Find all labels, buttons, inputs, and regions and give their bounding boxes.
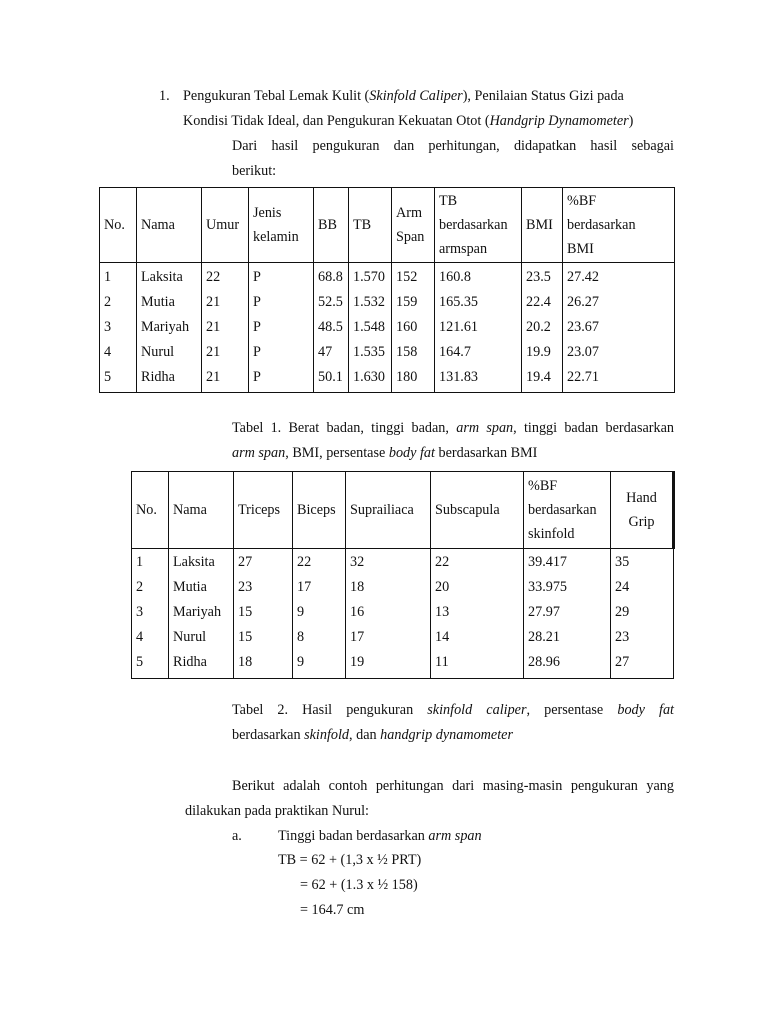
cell-arm: 152 xyxy=(392,263,435,291)
t2-col-triceps: Triceps xyxy=(234,472,293,549)
caption-1-line-1: Tabel 1. Berat badan, tinggi badan, arm span, tinggi badan berdasarkan xyxy=(232,420,675,436)
cell-arm: 160 xyxy=(392,315,435,340)
caption-1-line-2: arm span, BMI, persentase body fat berdasarkan BMI xyxy=(232,445,538,461)
cell-jk: P xyxy=(249,290,314,315)
t1-col-bmi: BMI xyxy=(522,188,563,263)
cell-bmi: 19.4 xyxy=(522,365,563,393)
cell-jk: P xyxy=(249,340,314,365)
cell-biceps: 9 xyxy=(293,650,346,679)
table-row xyxy=(132,625,674,650)
example-item-a xyxy=(232,824,677,849)
cell-hand-grip: 24 xyxy=(611,575,674,600)
cell-tba: 131.83 xyxy=(435,365,522,393)
t2-col-no: No. xyxy=(132,472,169,549)
cell-tb: 1.532 xyxy=(349,290,392,315)
cell-tb: 1.570 xyxy=(349,263,392,291)
cell-nama: Ridha xyxy=(137,365,202,393)
cell-bf: 28.21 xyxy=(524,625,611,650)
cell-bf: 27.97 xyxy=(524,600,611,625)
cell-suprailiaca: 19 xyxy=(346,650,431,679)
cell-no: 3 xyxy=(100,315,137,340)
cell-bf: 23.67 xyxy=(563,315,675,340)
cell-no: 3 xyxy=(132,600,169,625)
cell-tb: 1.630 xyxy=(349,365,392,393)
cell-no: 1 xyxy=(132,549,169,576)
cell-subscapula: 20 xyxy=(431,575,524,600)
t2-col-biceps: Biceps xyxy=(293,472,346,549)
cell-nama: Nurul xyxy=(137,340,202,365)
cell-nama: Ridha xyxy=(169,650,234,679)
cell-suprailiaca: 32 xyxy=(346,549,431,576)
cell-tba: 121.61 xyxy=(435,315,522,340)
table-row xyxy=(100,263,675,291)
section-title-line1: Pengukuran Tebal Lemak Kulit (Skinfold Caliper), Penilaian Status Gizi pada xyxy=(183,88,624,104)
cell-tba: 165.35 xyxy=(435,290,522,315)
cell-jk: P xyxy=(249,365,314,393)
cell-bf: 33.975 xyxy=(524,575,611,600)
t1-col-tb: TB xyxy=(349,188,392,263)
cell-triceps: 23 xyxy=(234,575,293,600)
cell-subscapula: 11 xyxy=(431,650,524,679)
equation-line-2: = 62 + (1.3 x ½ 158) xyxy=(300,877,418,893)
t2-col-subscapula: Subscapula xyxy=(431,472,524,549)
table-row xyxy=(132,650,674,679)
table-1-header-row xyxy=(100,188,675,263)
cell-subscapula: 13 xyxy=(431,600,524,625)
cell-suprailiaca: 17 xyxy=(346,625,431,650)
cell-biceps: 22 xyxy=(293,549,346,576)
cell-bmi: 22.4 xyxy=(522,290,563,315)
section-number: 1. xyxy=(159,88,170,104)
cell-hand-grip: 23 xyxy=(611,625,674,650)
cell-triceps: 18 xyxy=(234,650,293,679)
cell-nama: Mutia xyxy=(169,575,234,600)
cell-nama: Mutia xyxy=(137,290,202,315)
cell-no: 4 xyxy=(100,340,137,365)
t1-col-jenis-kelamin: Jenis kelamin xyxy=(249,188,314,263)
cell-tb: 1.548 xyxy=(349,315,392,340)
equation-line-1: TB = 62 + (1,3 x ½ PRT) xyxy=(278,852,422,868)
cell-bf: 39.417 xyxy=(524,549,611,576)
t1-col-bb: BB xyxy=(314,188,349,263)
cell-bmi: 20.2 xyxy=(522,315,563,340)
t1-col-bf: %BF berdasarkan BMI xyxy=(563,188,675,263)
example-line-1: Berikut adalah contoh perhitungan dari masing-masin pengukuran yang xyxy=(232,778,674,794)
cell-umur: 21 xyxy=(202,290,249,315)
cell-hand-grip: 29 xyxy=(611,600,674,625)
cell-arm: 180 xyxy=(392,365,435,393)
table-2 xyxy=(131,471,675,679)
item-title: Tinggi badan berdasarkan arm span xyxy=(278,828,482,844)
cell-bb: 68.8 xyxy=(314,263,349,291)
cell-arm: 159 xyxy=(392,290,435,315)
t1-col-umur: Umur xyxy=(202,188,249,263)
cell-bf: 23.07 xyxy=(563,340,675,365)
table-1 xyxy=(99,187,675,393)
cell-triceps: 27 xyxy=(234,549,293,576)
table-row xyxy=(100,340,675,365)
cell-jk: P xyxy=(249,263,314,291)
item-letter: a. xyxy=(232,828,242,844)
cell-subscapula: 22 xyxy=(431,549,524,576)
cell-suprailiaca: 16 xyxy=(346,600,431,625)
cell-hand-grip: 35 xyxy=(611,549,674,576)
table-row xyxy=(132,575,674,600)
cell-bb: 52.5 xyxy=(314,290,349,315)
cell-biceps: 17 xyxy=(293,575,346,600)
cell-nama: Laksita xyxy=(169,549,234,576)
intro-line-1: Dari hasil pengukuran dan perhitungan, didapatkan hasil sebagai xyxy=(232,138,674,154)
table-2-header-row xyxy=(132,472,674,549)
cell-arm: 158 xyxy=(392,340,435,365)
equation-line-3: = 164.7 cm xyxy=(300,902,365,918)
cell-triceps: 15 xyxy=(234,600,293,625)
cell-no: 1 xyxy=(100,263,137,291)
cell-bmi: 19.9 xyxy=(522,340,563,365)
t2-col-hand-grip: Hand Grip xyxy=(611,472,674,549)
cell-bb: 47 xyxy=(314,340,349,365)
t2-col-suprailiaca: Suprailiaca xyxy=(346,472,431,549)
cell-tba: 160.8 xyxy=(435,263,522,291)
t1-col-arm-span: Arm Span xyxy=(392,188,435,263)
section-title-line2: Kondisi Tidak Ideal, dan Pengukuran Kekuatan Otot (Handgrip Dynamometer) xyxy=(183,113,634,129)
cell-no: 5 xyxy=(100,365,137,393)
cell-bf: 28.96 xyxy=(524,650,611,679)
cell-biceps: 9 xyxy=(293,600,346,625)
cell-bmi: 23.5 xyxy=(522,263,563,291)
cell-no: 5 xyxy=(132,650,169,679)
t2-col-bf: %BF berdasarkan skinfold xyxy=(524,472,611,549)
table-row xyxy=(100,365,675,393)
caption-2-line-1: Tabel 2. Hasil pengukuran skinfold caliper, persentase body fat xyxy=(232,702,674,718)
cell-bb: 48.5 xyxy=(314,315,349,340)
table-row xyxy=(132,549,674,576)
cell-umur: 21 xyxy=(202,365,249,393)
section-heading xyxy=(159,84,679,134)
t2-col-nama: Nama xyxy=(169,472,234,549)
cell-nama: Mariyah xyxy=(169,600,234,625)
table-row xyxy=(100,315,675,340)
table-row xyxy=(100,290,675,315)
caption-2-line-2: berdasarkan skinfold, dan handgrip dynamometer xyxy=(232,727,513,743)
example-line-2: dilakukan pada praktikan Nurul: xyxy=(185,803,369,819)
cell-umur: 21 xyxy=(202,315,249,340)
intro-line-2: berikut: xyxy=(232,163,277,179)
cell-no: 2 xyxy=(100,290,137,315)
cell-no: 4 xyxy=(132,625,169,650)
cell-jk: P xyxy=(249,315,314,340)
cell-bf: 22.71 xyxy=(563,365,675,393)
t1-col-tb-armspan: TB berdasarkan armspan xyxy=(435,188,522,263)
cell-no: 2 xyxy=(132,575,169,600)
cell-suprailiaca: 18 xyxy=(346,575,431,600)
cell-biceps: 8 xyxy=(293,625,346,650)
cell-hand-grip: 27 xyxy=(611,650,674,679)
cell-nama: Laksita xyxy=(137,263,202,291)
cell-bf: 26.27 xyxy=(563,290,675,315)
table-row xyxy=(132,600,674,625)
cell-triceps: 15 xyxy=(234,625,293,650)
cell-nama: Mariyah xyxy=(137,315,202,340)
cell-nama: Nurul xyxy=(169,625,234,650)
cell-bb: 50.1 xyxy=(314,365,349,393)
cell-tba: 164.7 xyxy=(435,340,522,365)
cell-umur: 21 xyxy=(202,340,249,365)
cell-umur: 22 xyxy=(202,263,249,291)
cell-tb: 1.535 xyxy=(349,340,392,365)
cell-bf: 27.42 xyxy=(563,263,675,291)
cell-subscapula: 14 xyxy=(431,625,524,650)
t1-col-no: No. xyxy=(100,188,137,263)
t1-col-nama: Nama xyxy=(137,188,202,263)
